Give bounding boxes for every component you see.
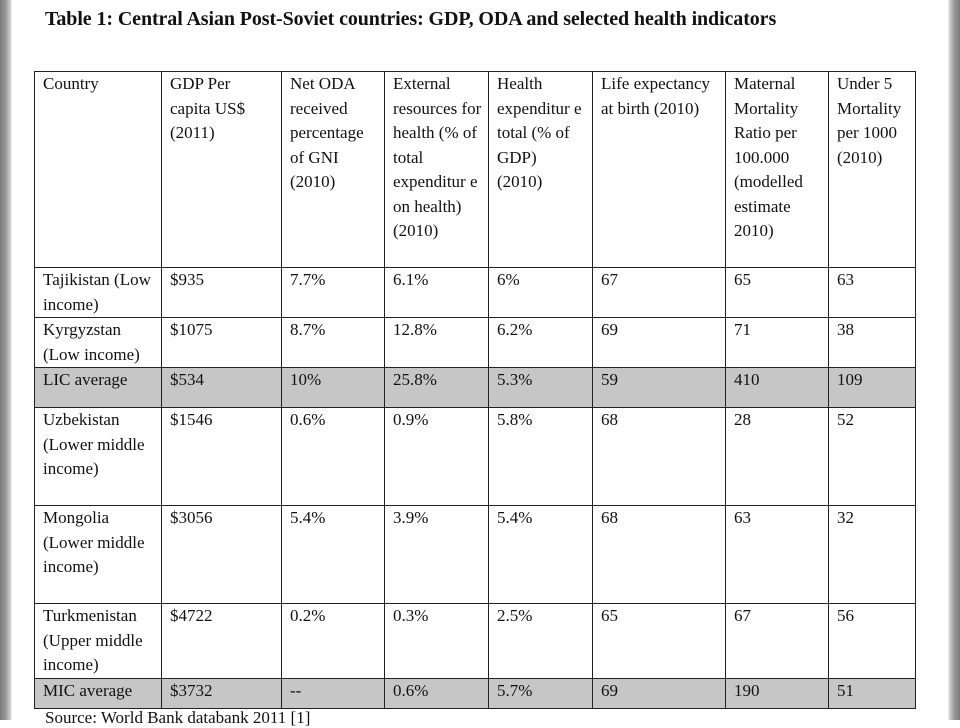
life-expectancy-cell: 69 bbox=[593, 678, 726, 708]
table-row-average bbox=[35, 678, 916, 708]
column-header: Life expectancy at birth (2010) bbox=[593, 72, 726, 268]
column-header: Maternal Mortality Ratio per 100.000 (modelled estimate 2010) bbox=[726, 72, 829, 268]
table-header-row bbox=[35, 72, 916, 268]
external-resources-cell: 0.9% bbox=[385, 408, 489, 506]
country-cell: Tajikistan (Low income) bbox=[35, 268, 162, 318]
slide-right-border bbox=[948, 0, 960, 720]
external-resources-cell: 12.8% bbox=[385, 318, 489, 368]
external-resources-cell: 0.6% bbox=[385, 678, 489, 708]
column-header: External resources for health (% of total expenditur e on health) (2010) bbox=[385, 72, 489, 268]
table-row bbox=[35, 318, 916, 368]
external-resources-cell: 0.3% bbox=[385, 604, 489, 679]
life-expectancy-cell: 68 bbox=[593, 506, 726, 604]
source-note: Source: World Bank databank 2011 [1] bbox=[45, 708, 311, 727]
maternal-mortality-cell: 63 bbox=[726, 506, 829, 604]
oda-cell: 7.7% bbox=[282, 268, 385, 318]
under5-mortality-cell: 32 bbox=[829, 506, 916, 604]
health-expenditure-cell: 5.4% bbox=[489, 506, 593, 604]
table-row bbox=[35, 408, 916, 506]
maternal-mortality-cell: 67 bbox=[726, 604, 829, 679]
maternal-mortality-cell: 71 bbox=[726, 318, 829, 368]
country-cell: MIC average bbox=[35, 678, 162, 708]
slide-left-border bbox=[0, 0, 12, 720]
oda-cell: 0.2% bbox=[282, 604, 385, 679]
table-title: Table 1: Central Asian Post-Soviet countries: GDP, ODA and selected health indicators bbox=[45, 8, 777, 30]
table-row bbox=[35, 506, 916, 604]
health-expenditure-cell: 6.2% bbox=[489, 318, 593, 368]
external-resources-cell: 25.8% bbox=[385, 368, 489, 408]
gdp-cell: $3732 bbox=[162, 678, 282, 708]
life-expectancy-cell: 65 bbox=[593, 604, 726, 679]
health-expenditure-cell: 5.3% bbox=[489, 368, 593, 408]
external-resources-cell: 3.9% bbox=[385, 506, 489, 604]
under5-mortality-cell: 52 bbox=[829, 408, 916, 506]
column-header: GDP Per capita US$ (2011) bbox=[162, 72, 282, 268]
life-expectancy-cell: 59 bbox=[593, 368, 726, 408]
indicators-table bbox=[34, 71, 916, 709]
column-header: Country bbox=[35, 72, 162, 268]
country-cell: Uzbekistan (Lower middle income) bbox=[35, 408, 162, 506]
under5-mortality-cell: 38 bbox=[829, 318, 916, 368]
under5-mortality-cell: 63 bbox=[829, 268, 916, 318]
maternal-mortality-cell: 190 bbox=[726, 678, 829, 708]
column-header: Under 5 Mortality per 1000 (2010) bbox=[829, 72, 916, 268]
oda-cell: 0.6% bbox=[282, 408, 385, 506]
life-expectancy-cell: 68 bbox=[593, 408, 726, 506]
maternal-mortality-cell: 65 bbox=[726, 268, 829, 318]
country-cell: Turkmenistan (Upper middle income) bbox=[35, 604, 162, 679]
under5-mortality-cell: 51 bbox=[829, 678, 916, 708]
maternal-mortality-cell: 28 bbox=[726, 408, 829, 506]
column-header: Net ODA received percentage of GNI (2010) bbox=[282, 72, 385, 268]
oda-cell: 8.7% bbox=[282, 318, 385, 368]
country-cell: Kyrgyzstan (Low income) bbox=[35, 318, 162, 368]
maternal-mortality-cell: 410 bbox=[726, 368, 829, 408]
table-row bbox=[35, 268, 916, 318]
gdp-cell: $935 bbox=[162, 268, 282, 318]
life-expectancy-cell: 69 bbox=[593, 318, 726, 368]
table-row bbox=[35, 604, 916, 679]
under5-mortality-cell: 109 bbox=[829, 368, 916, 408]
gdp-cell: $3056 bbox=[162, 506, 282, 604]
life-expectancy-cell: 67 bbox=[593, 268, 726, 318]
health-expenditure-cell: 5.7% bbox=[489, 678, 593, 708]
oda-cell: 10% bbox=[282, 368, 385, 408]
gdp-cell: $1546 bbox=[162, 408, 282, 506]
oda-cell: -- bbox=[282, 678, 385, 708]
oda-cell: 5.4% bbox=[282, 506, 385, 604]
gdp-cell: $1075 bbox=[162, 318, 282, 368]
gdp-cell: $4722 bbox=[162, 604, 282, 679]
country-cell: LIC average bbox=[35, 368, 162, 408]
external-resources-cell: 6.1% bbox=[385, 268, 489, 318]
column-header: Health expenditur e total (% of GDP) (2010) bbox=[489, 72, 593, 268]
health-expenditure-cell: 5.8% bbox=[489, 408, 593, 506]
under5-mortality-cell: 56 bbox=[829, 604, 916, 679]
table-row-average bbox=[35, 368, 916, 408]
health-expenditure-cell: 6% bbox=[489, 268, 593, 318]
country-cell: Mongolia (Lower middle income) bbox=[35, 506, 162, 604]
health-expenditure-cell: 2.5% bbox=[489, 604, 593, 679]
gdp-cell: $534 bbox=[162, 368, 282, 408]
